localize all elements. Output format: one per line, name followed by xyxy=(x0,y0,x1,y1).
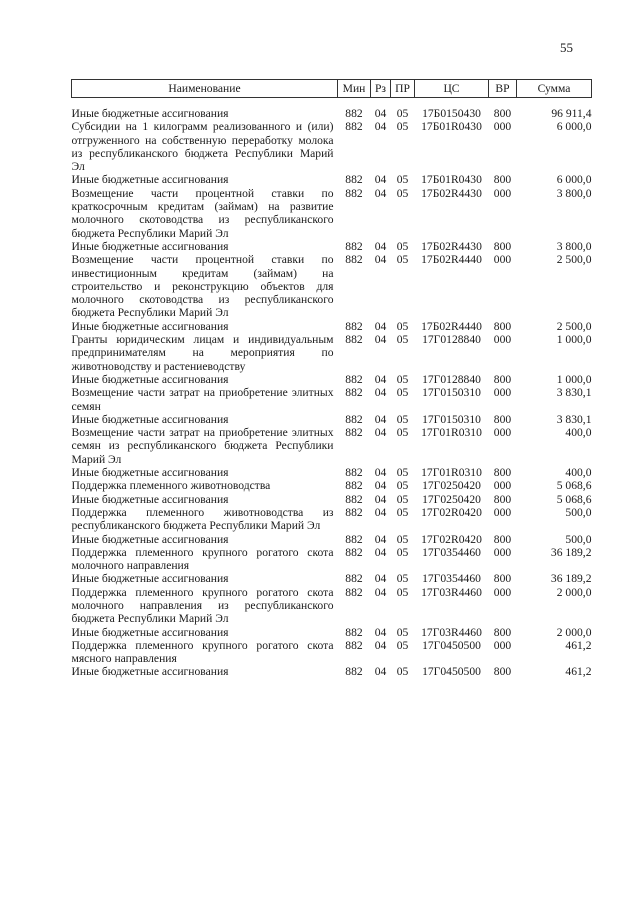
cell-name: Иные бюджетные ассигнования xyxy=(71,492,229,506)
cell-cs: 17Б02R4430 xyxy=(421,186,482,200)
cell-name: Иные бюджетные ассигнования xyxy=(71,372,229,386)
cell-vr: 000 xyxy=(493,505,512,519)
cell-rz: 04 xyxy=(374,505,387,519)
cell-name: Иные бюджетные ассигнования xyxy=(71,572,229,586)
table-row xyxy=(72,466,592,479)
cell-pr: 05 xyxy=(396,107,409,120)
cell-cs: 17Г0354460 xyxy=(422,572,481,586)
cell-pr: 05 xyxy=(396,545,409,559)
cell-cs: 17Г0354460 xyxy=(422,545,481,559)
cell-min: 882 xyxy=(345,479,363,493)
cell-name: Субсидии на 1 килограмм реализованного и (или) отгруженного на собственную переработку молока из республиканского бюджета Республики Марий Эл xyxy=(71,120,334,174)
header-cs: ЦС xyxy=(415,80,489,98)
cell-pr: 05 xyxy=(396,492,409,506)
table-row xyxy=(72,426,592,466)
table-row xyxy=(72,333,592,373)
cell-rz: 04 xyxy=(374,638,387,652)
cell-cs: 17Б02R4430 xyxy=(421,239,482,253)
cell-cs: 17Г02R0420 xyxy=(421,505,482,519)
header-sum: Сумма xyxy=(517,80,592,98)
cell-sum: 36 189,2 xyxy=(550,572,592,586)
cell-pr: 05 xyxy=(396,479,409,493)
cell-vr: 000 xyxy=(493,120,512,134)
page-number: 55 xyxy=(560,40,573,55)
cell-min: 882 xyxy=(345,545,363,559)
cell-cs: 17Г0128840 xyxy=(422,372,481,386)
cell-pr: 05 xyxy=(396,665,409,679)
cell-name: Гранты юридическим лицам и индивидуальным предпринимателям на мероприятия по животноводству и растениеводству xyxy=(71,333,334,373)
cell-min: 882 xyxy=(345,625,363,639)
cell-cs: 17Г03R4460 xyxy=(421,585,482,599)
table-row xyxy=(72,320,592,333)
cell-name: Иные бюджетные ассигнования xyxy=(71,625,229,639)
cell-sum: 5 068,6 xyxy=(556,479,592,493)
cell-vr: 800 xyxy=(493,665,512,679)
cell-name: Возмещение части процентной ставки по инвестиционным кредитам (займам) на строительство и реконструкцию объектов для молочного скотоводства из республиканского бюджета Республики Марий Эл xyxy=(71,253,334,320)
cell-min: 882 xyxy=(345,186,363,200)
cell-name: Возмещение части затрат на приобретение элитных семян xyxy=(71,386,334,413)
cell-min: 882 xyxy=(345,239,363,253)
cell-pr: 05 xyxy=(396,186,409,200)
cell-rz: 04 xyxy=(374,173,387,187)
cell-sum: 3 800,0 xyxy=(556,239,592,253)
cell-rz: 04 xyxy=(374,426,387,440)
cell-rz: 04 xyxy=(374,412,387,426)
table-row xyxy=(72,173,592,186)
cell-pr: 05 xyxy=(396,412,409,426)
table-row xyxy=(72,479,592,492)
table-header-row xyxy=(72,80,592,98)
table-row xyxy=(72,533,592,546)
cell-min: 882 xyxy=(345,505,363,519)
cell-name: Поддержка племенного крупного рогатого скота молочного направления xyxy=(71,545,334,573)
cell-sum: 96 911,4 xyxy=(551,107,592,120)
table-row xyxy=(72,506,592,533)
cell-rz: 04 xyxy=(374,319,387,333)
cell-cs: 17Г0128840 xyxy=(422,333,481,347)
cell-sum: 2 500,0 xyxy=(556,319,592,333)
cell-cs: 17Г0250420 xyxy=(422,479,481,493)
cell-rz: 04 xyxy=(374,479,387,493)
table-row xyxy=(72,386,592,413)
cell-vr: 800 xyxy=(493,412,512,426)
cell-rz: 04 xyxy=(374,665,387,679)
cell-vr: 800 xyxy=(493,173,512,187)
header-pr: ПР xyxy=(391,80,415,98)
cell-min: 882 xyxy=(345,120,363,134)
cell-vr: 800 xyxy=(493,492,512,506)
cell-cs: 17Г02R0420 xyxy=(421,532,482,546)
cell-vr: 800 xyxy=(493,625,512,639)
header-rz: Рз xyxy=(371,80,391,98)
cell-pr: 05 xyxy=(396,333,409,347)
cell-rz: 04 xyxy=(374,572,387,586)
cell-pr: 05 xyxy=(396,386,409,400)
cell-min: 882 xyxy=(345,412,363,426)
cell-vr: 800 xyxy=(493,239,512,253)
cell-pr: 05 xyxy=(396,585,409,599)
table-row xyxy=(72,546,592,573)
table-row xyxy=(72,639,592,666)
cell-name: Поддержка племенного животноводства из республиканского бюджета Республики Марий Эл xyxy=(71,505,334,533)
cell-sum: 2 000,0 xyxy=(556,625,592,639)
cell-rz: 04 xyxy=(374,532,387,546)
cell-sum: 3 830,1 xyxy=(556,412,592,426)
cell-pr: 05 xyxy=(396,239,409,253)
cell-min: 882 xyxy=(345,665,363,679)
cell-pr: 05 xyxy=(396,625,409,639)
cell-min: 882 xyxy=(345,386,363,400)
cell-sum: 400,0 xyxy=(565,466,592,480)
table-row xyxy=(72,413,592,426)
cell-sum: 3 800,0 xyxy=(556,186,592,200)
cell-min: 882 xyxy=(345,372,363,386)
cell-name: Иные бюджетные ассигнования xyxy=(71,107,229,120)
cell-name: Поддержка племенного крупного рогатого скота молочного направления из республиканского бюджета Республики Марий Эл xyxy=(71,585,334,626)
cell-min: 882 xyxy=(345,466,363,480)
cell-sum: 3 830,1 xyxy=(556,386,592,400)
cell-cs: 17Б01R0430 xyxy=(421,173,482,187)
cell-min: 882 xyxy=(345,319,363,333)
cell-rz: 04 xyxy=(374,585,387,599)
cell-sum: 400,0 xyxy=(565,426,592,440)
cell-name: Иные бюджетные ассигнования xyxy=(71,319,229,333)
cell-sum: 500,0 xyxy=(565,505,592,519)
cell-name: Поддержка племенного животноводства xyxy=(71,479,271,493)
cell-rz: 04 xyxy=(374,107,387,120)
cell-sum: 461,2 xyxy=(565,665,592,679)
cell-pr: 05 xyxy=(396,253,409,267)
cell-rz: 04 xyxy=(374,466,387,480)
cell-vr: 000 xyxy=(493,585,512,599)
cell-sum: 2 500,0 xyxy=(556,253,592,267)
table-row xyxy=(72,572,592,585)
cell-sum: 36 189,2 xyxy=(550,545,592,559)
cell-cs: 17Г01R0310 xyxy=(421,466,482,480)
table-row xyxy=(72,665,592,678)
cell-rz: 04 xyxy=(374,625,387,639)
cell-pr: 05 xyxy=(396,638,409,652)
cell-min: 882 xyxy=(345,532,363,546)
cell-vr: 000 xyxy=(493,186,512,200)
cell-vr: 000 xyxy=(493,426,512,440)
cell-rz: 04 xyxy=(374,239,387,253)
table-row xyxy=(72,253,592,319)
cell-cs: 17Г0150310 xyxy=(422,412,481,426)
cell-name: Иные бюджетные ассигнования xyxy=(71,532,229,546)
cell-pr: 05 xyxy=(396,466,409,480)
cell-rz: 04 xyxy=(374,186,387,200)
cell-rz: 04 xyxy=(374,253,387,267)
table-row xyxy=(72,626,592,639)
cell-cs: 17Б0150430 xyxy=(422,107,481,120)
table-row xyxy=(72,493,592,506)
cell-rz: 04 xyxy=(374,372,387,386)
header-name: Наименование xyxy=(72,80,338,98)
cell-cs: 17Г01R0310 xyxy=(421,426,482,440)
cell-min: 882 xyxy=(345,585,363,599)
cell-rz: 04 xyxy=(374,333,387,347)
cell-vr: 000 xyxy=(493,333,512,347)
cell-name: Иные бюджетные ассигнования xyxy=(71,412,229,426)
cell-min: 882 xyxy=(345,638,363,652)
cell-min: 882 xyxy=(345,253,363,267)
cell-vr: 000 xyxy=(493,386,512,400)
cell-vr: 000 xyxy=(493,253,512,267)
cell-sum: 500,0 xyxy=(565,532,592,546)
cell-pr: 05 xyxy=(396,319,409,333)
cell-cs: 17Б01R0430 xyxy=(421,120,482,134)
cell-cs: 17Г03R4460 xyxy=(421,625,482,639)
cell-sum: 6 000,0 xyxy=(556,173,592,187)
cell-cs: 17Г0250420 xyxy=(422,492,481,506)
cell-name: Поддержка племенного крупного рогатого скота мясного направления xyxy=(71,638,334,666)
cell-vr: 800 xyxy=(493,466,512,480)
cell-pr: 05 xyxy=(396,572,409,586)
cell-min: 882 xyxy=(345,173,363,187)
table-body xyxy=(72,98,592,679)
table-row xyxy=(72,240,592,253)
cell-rz: 04 xyxy=(374,492,387,506)
cell-pr: 05 xyxy=(396,372,409,386)
cell-vr: 000 xyxy=(493,479,512,493)
cell-rz: 04 xyxy=(374,120,387,134)
cell-min: 882 xyxy=(345,333,363,347)
cell-sum: 461,2 xyxy=(565,638,592,652)
cell-pr: 05 xyxy=(396,532,409,546)
cell-pr: 05 xyxy=(396,120,409,134)
cell-min: 882 xyxy=(345,107,363,120)
cell-vr: 800 xyxy=(493,319,512,333)
cell-name: Возмещение части затрат на приобретение элитных семян из республиканского бюджета Республики Марий Эл xyxy=(71,426,334,466)
table-row xyxy=(72,107,592,120)
cell-vr: 800 xyxy=(493,532,512,546)
cell-pr: 05 xyxy=(396,426,409,440)
cell-pr: 05 xyxy=(396,173,409,187)
cell-name: Иные бюджетные ассигнования xyxy=(71,239,229,253)
cell-cs: 17Г0150310 xyxy=(422,386,481,400)
cell-vr: 000 xyxy=(493,545,512,559)
cell-vr: 800 xyxy=(493,372,512,386)
table-row xyxy=(72,586,592,626)
cell-name: Возмещение части процентной ставки по краткосрочным кредитам (займам) на развитие молочного скотоводства из республиканского бюджета Республики Марий Эл xyxy=(71,186,334,240)
cell-name: Иные бюджетные ассигнования xyxy=(71,173,229,187)
cell-cs: 17Г0450500 xyxy=(422,638,481,652)
cell-min: 882 xyxy=(345,572,363,586)
cell-rz: 04 xyxy=(374,545,387,559)
table-row xyxy=(72,120,592,173)
header-vr: ВР xyxy=(489,80,517,98)
cell-cs: 17Б02R4440 xyxy=(421,319,482,333)
header-spacer xyxy=(72,98,592,108)
cell-rz: 04 xyxy=(374,386,387,400)
cell-sum: 6 000,0 xyxy=(556,120,592,134)
cell-sum: 1 000,0 xyxy=(556,372,592,386)
cell-min: 882 xyxy=(345,492,363,506)
cell-vr: 800 xyxy=(493,572,512,586)
cell-cs: 17Б02R4440 xyxy=(421,253,482,267)
cell-vr: 800 xyxy=(493,107,512,120)
table-row xyxy=(72,187,592,240)
cell-min: 882 xyxy=(345,426,363,440)
cell-name: Иные бюджетные ассигнования xyxy=(71,665,229,679)
budget-table xyxy=(71,79,592,679)
cell-sum: 5 068,6 xyxy=(556,492,592,506)
cell-name: Иные бюджетные ассигнования xyxy=(71,466,229,480)
header-min: Мин xyxy=(338,80,371,98)
cell-pr: 05 xyxy=(396,505,409,519)
cell-vr: 000 xyxy=(493,638,512,652)
cell-cs: 17Г0450500 xyxy=(422,665,481,679)
cell-sum: 2 000,0 xyxy=(556,585,592,599)
table-row xyxy=(72,373,592,386)
cell-sum: 1 000,0 xyxy=(556,333,592,347)
